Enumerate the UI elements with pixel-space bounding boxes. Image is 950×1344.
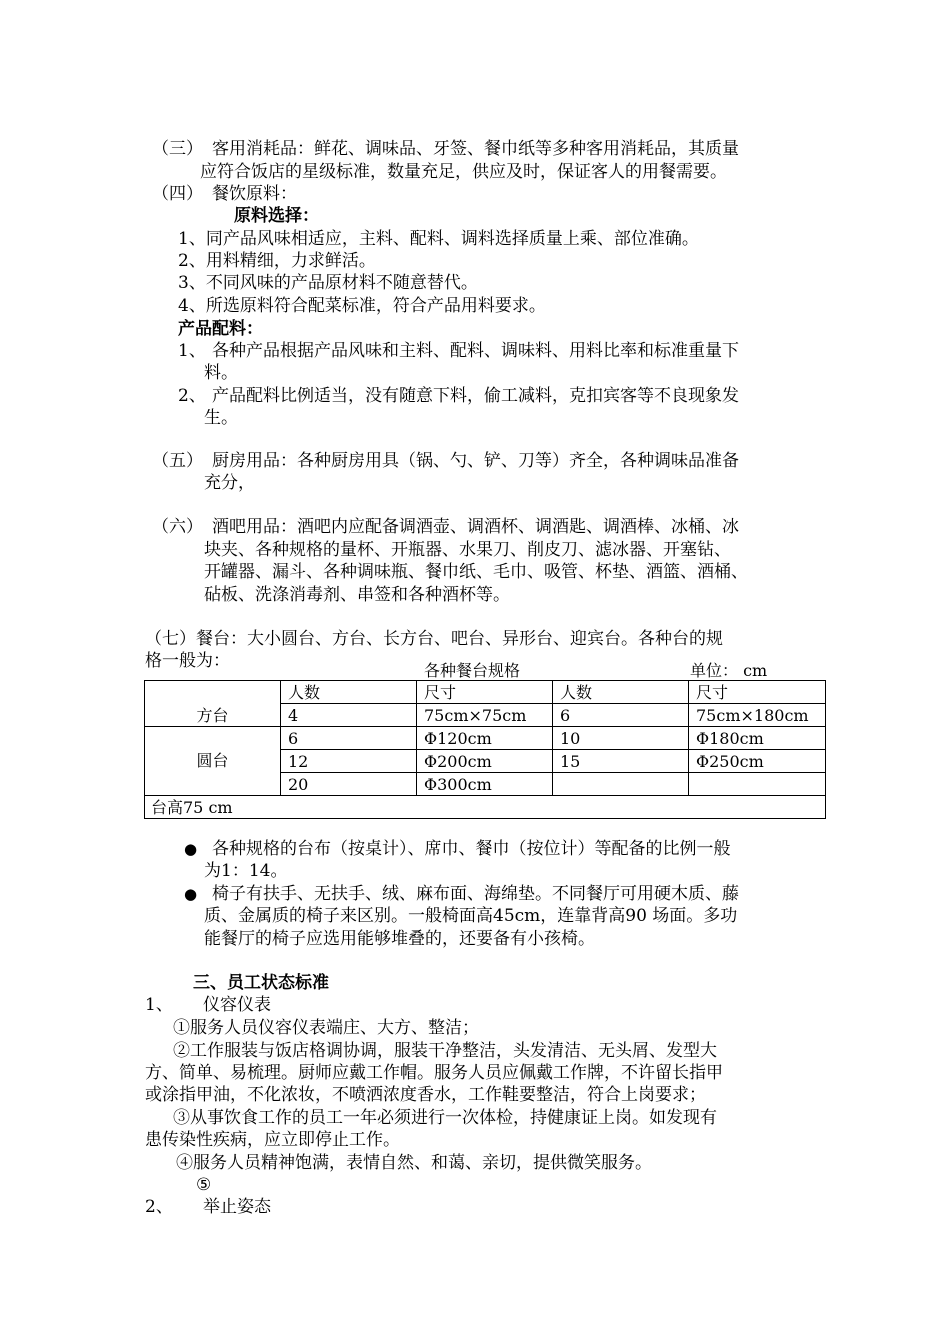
table-cell: 4 <box>281 704 417 727</box>
paragraph-5: ⑤ <box>196 1175 212 1195</box>
ingredient-item-1-number: 1、 <box>178 341 206 361</box>
table-cell: 15 <box>553 750 689 773</box>
table-cell: 75cm×75cm <box>417 704 553 727</box>
material-item-2: 2、用料精细，力求鲜活。 <box>178 251 376 271</box>
item-2-title: 举止姿态 <box>203 1197 271 1217</box>
paragraph-2-line-2: 方、简单、易梳理。厨师应戴工作帽。服务人员应佩戴工作牌，不许留长指甲 <box>145 1063 723 1083</box>
bullet-2-line-1: 椅子有扶手、无扶手、绒、麻布面、海绵垫。不同餐厅可用硬木质、藤 <box>212 884 739 904</box>
bullet-icon: ● <box>184 885 198 903</box>
square-table-label: 方台 <box>145 681 281 727</box>
item-1-title: 仪容仪表 <box>203 995 271 1015</box>
section-5-line-1: 厨房用品：各种厨房用具（锅、勺、铲、刀等）齐全，各种调味品准备 <box>212 451 739 471</box>
table-cell: 20 <box>281 773 417 796</box>
section-5-number: （五） <box>152 451 203 471</box>
section-4-title: 餐饮原料： <box>212 184 297 204</box>
table-cell: 75cm×180cm <box>689 704 826 727</box>
section-6-line-4: 砧板、洗涤消毒剂、串签和各种酒杯等。 <box>204 585 510 605</box>
material-item-4: 4、所选原料符合配菜标准，符合产品用料要求。 <box>178 296 546 316</box>
section-6-line-1: 酒吧用品：酒吧内应配备调酒壶、调酒杯、调酒匙、调酒棒、冰桶、冰 <box>212 517 739 537</box>
item-2-number: 2、 <box>145 1197 173 1217</box>
bullet-1-line-2: 为1：14。 <box>204 861 288 881</box>
header-cell: 人数 <box>553 681 689 704</box>
round-table-label: 圆台 <box>145 727 281 796</box>
header-cell: 尺寸 <box>689 681 826 704</box>
ingredient-item-2-line-2: 生。 <box>204 408 238 428</box>
section-6-line-3: 开罐器、漏斗、各种调味瓶、餐巾纸、毛巾、吸管、杯垫、酒篮、酒桶、 <box>204 562 748 582</box>
paragraph-2-line-3: 或涂指甲油，不化浓妆，不喷洒浓度香水，工作鞋要整洁，符合上岗要求； <box>145 1085 706 1105</box>
table-row <box>145 681 826 704</box>
table-cell: 6 <box>553 704 689 727</box>
bullet-icon: ● <box>184 840 198 858</box>
paragraph-3-line-2: 患传染性疾病，应立即停止工作。 <box>145 1130 400 1150</box>
table-row <box>145 796 826 819</box>
section-6-number: （六） <box>152 517 203 537</box>
table-cell: Φ300cm <box>417 773 553 796</box>
ingredient-item-2-number: 2、 <box>178 386 206 406</box>
table-cell: 12 <box>281 750 417 773</box>
table-row <box>145 727 826 750</box>
section-3-line-1: 客用消耗品：鲜花、调味品、牙签、餐巾纸等多种客用消耗品，其质量 <box>212 139 739 159</box>
section-5-line-2: 充分， <box>204 473 255 493</box>
material-item-1: 1、同产品风味相适应，主料、配料、调料选择质量上乘、部位准确。 <box>178 229 699 249</box>
bullet-2-line-3: 能餐厅的椅子应选用能够堆叠的，还要备有小孩椅。 <box>204 929 595 949</box>
table-cell: Φ120cm <box>417 727 553 750</box>
part-3-heading: 三、员工状态标准 <box>193 973 329 993</box>
raw-material-selection-heading: 原料选择： <box>234 206 319 226</box>
table-unit: 单位： cm <box>690 661 768 680</box>
section-7-line-1: （七）餐台：大小圆台、方台、长方台、吧台、异形台、迎宾台。各种台的规 <box>145 629 723 649</box>
table-spec <box>144 680 826 819</box>
header-cell: 人数 <box>281 681 417 704</box>
table-caption: 各种餐台规格 <box>424 661 521 680</box>
product-ingredients-heading: 产品配料： <box>178 319 263 339</box>
table-cell: 10 <box>553 727 689 750</box>
paragraph-3-line-1: ③从事饮食工作的员工一年必须进行一次体检，持健康证上岗。如发现有 <box>173 1108 717 1128</box>
section-4-number: （四） <box>152 184 203 204</box>
paragraph-1: ①服务人员仪容仪表端庄、大方、整洁； <box>173 1018 479 1038</box>
bullet-2-line-2: 质、金属质的椅子来区别。一般椅面高45cm，连靠背高90 场面。多功 <box>204 906 738 926</box>
table-cell: 6 <box>281 727 417 750</box>
header-cell: 尺寸 <box>417 681 553 704</box>
item-1-number: 1、 <box>145 995 173 1015</box>
table-cell <box>689 773 826 796</box>
table-cell <box>553 773 689 796</box>
paragraph-2-line-1: ②工作服装与饭店格调协调，服装干净整洁，头发清洁、无头屑、发型大 <box>173 1041 717 1061</box>
material-item-3: 3、不同风味的产品原材料不随意替代。 <box>178 273 478 293</box>
section-3-number: （三） <box>152 139 203 159</box>
bullet-1-line-1: 各种规格的台布（按桌计）、席巾、餐巾（按位计）等配备的比例一般 <box>212 839 731 859</box>
ingredient-item-1-line-1: 各种产品根据产品风味和主料、配料、调味料、用料比率和标准重量下 <box>212 341 739 361</box>
table-cell: Φ180cm <box>689 727 826 750</box>
paragraph-4: ④服务人员精神饱满，表情自然、和蔼、亲切，提供微笑服务。 <box>176 1153 652 1173</box>
section-3-line-2: 应符合饭店的星级标准，数量充足，供应及时，保证客人的用餐需要。 <box>200 162 727 182</box>
section-6-line-2: 块夹、各种规格的量杯、开瓶器、水果刀、削皮刀、滤冰器、开塞钻、 <box>204 540 731 560</box>
ingredient-item-1-line-2: 料。 <box>204 363 238 383</box>
section-7-line-2: 格一般为： <box>145 651 230 671</box>
table-footer: 台高75 cm <box>145 796 826 819</box>
table-cell: Φ200cm <box>417 750 553 773</box>
ingredient-item-2-line-1: 产品配料比例适当，没有随意下料，偷工减料，克扣宾客等不良现象发 <box>212 386 739 406</box>
table-cell: Φ250cm <box>689 750 826 773</box>
